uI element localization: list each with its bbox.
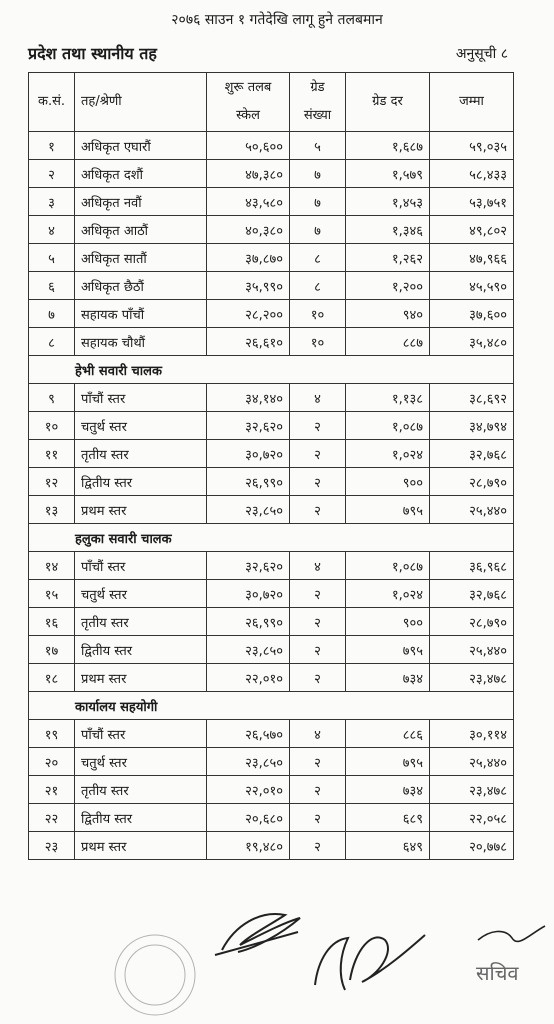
table-row [29, 608, 514, 636]
cell-post: प्रथम स्तर [75, 832, 207, 860]
salary-table [28, 72, 514, 860]
header-post: तह/श्रेणी [75, 73, 207, 132]
cell-sn: १७ [29, 636, 75, 664]
cell-total: ३७,६०० [430, 300, 514, 328]
section-heading: कार्यालय सहयोगी [29, 692, 514, 720]
cell-grade-count: १० [290, 300, 346, 328]
cell-grade-rate: ७३४ [346, 776, 430, 804]
table-row [29, 160, 514, 188]
cell-grade-rate: १,०८७ [346, 552, 430, 580]
cell-grade-rate: १,१३८ [346, 384, 430, 412]
cell-sn: २२ [29, 804, 75, 832]
cell-grade-rate: १,२६२ [346, 244, 430, 272]
cell-sn: १८ [29, 664, 75, 692]
schedule-label: अनुसूची ८ [455, 46, 508, 62]
header-grade-count [290, 73, 346, 132]
cell-total: ३८,६९२ [430, 384, 514, 412]
cell-grade-count: २ [290, 496, 346, 524]
cell-start-scale: ३०,७२० [207, 580, 290, 608]
table-row [29, 300, 514, 328]
section-heading-row [29, 356, 514, 384]
cell-start-scale: २३,८५० [207, 748, 290, 776]
table-row [29, 412, 514, 440]
cell-grade-count: २ [290, 580, 346, 608]
cell-total: ४७,९६६ [430, 244, 514, 272]
cell-start-scale: २२,०१० [207, 776, 290, 804]
cell-grade-count: ४ [290, 552, 346, 580]
cell-start-scale: ४३,५८० [207, 188, 290, 216]
cell-start-scale: २८,२०० [207, 300, 290, 328]
cell-grade-rate: १,४५३ [346, 188, 430, 216]
cell-grade-rate: १,५७९ [346, 160, 430, 188]
cell-post: प्रथम स्तर [75, 664, 207, 692]
cell-post: चतुर्थ स्तर [75, 580, 207, 608]
cell-start-scale: ३२,६२० [207, 552, 290, 580]
cell-grade-count: ७ [290, 160, 346, 188]
cell-grade-rate: १,०२४ [346, 580, 430, 608]
table-row [29, 468, 514, 496]
header-start-scale [207, 73, 290, 132]
cell-total: २८,७९० [430, 468, 514, 496]
header-grade-count-line2: संख्या [303, 108, 332, 123]
header-start-scale-line2: स्केल [236, 108, 260, 123]
table-row [29, 664, 514, 692]
cell-sn: ३ [29, 188, 75, 216]
table-row [29, 384, 514, 412]
table-row [29, 832, 514, 860]
cell-start-scale: २३,८५० [207, 496, 290, 524]
cell-start-scale: ३०,७२० [207, 440, 290, 468]
cell-total: २५,४४० [430, 636, 514, 664]
table-row [29, 440, 514, 468]
section-heading: हलुका सवारी चालक [29, 524, 514, 552]
cell-total: ३२,७६८ [430, 580, 514, 608]
cell-sn: ८ [29, 328, 75, 356]
cell-sn: २ [29, 160, 75, 188]
cell-grade-rate: ७९५ [346, 748, 430, 776]
doc-title: २०७६ साउन १ गतेदेखि लागू हुने तलबमान [171, 12, 383, 28]
cell-sn: १६ [29, 608, 75, 636]
cell-total: ३६,९६८ [430, 552, 514, 580]
cell-post: पाँचौं स्तर [75, 720, 207, 748]
cell-start-scale: ३७,८७० [207, 244, 290, 272]
cell-total: २३,४७८ [430, 664, 514, 692]
cell-total: २५,४४० [430, 748, 514, 776]
cell-total: २२,०५८ [430, 804, 514, 832]
cell-grade-rate: ८८७ [346, 328, 430, 356]
cell-grade-count: २ [290, 804, 346, 832]
header-grade-rate: ग्रेड दर [346, 73, 430, 132]
cell-grade-count: ७ [290, 188, 346, 216]
cell-sn: १९ [29, 720, 75, 748]
cell-start-scale: २६,६१० [207, 328, 290, 356]
table-header-row [29, 73, 514, 132]
table-row [29, 720, 514, 748]
cell-post: पाँचौं स्तर [75, 552, 207, 580]
cell-post: द्वितीय स्तर [75, 804, 207, 832]
cell-post: प्रथम स्तर [75, 496, 207, 524]
cell-start-scale: ५०,६०० [207, 132, 290, 160]
cell-post: अधिकृत नवौं [75, 188, 207, 216]
cell-post: अधिकृत आठौं [75, 216, 207, 244]
secretary-label: सचिव [476, 961, 519, 985]
cell-start-scale: २६,५७० [207, 720, 290, 748]
cell-total: ३४,७९४ [430, 412, 514, 440]
cell-post: सहायक चौथौं [75, 328, 207, 356]
cell-grade-rate: ९०० [346, 468, 430, 496]
cell-total: ४५,५९० [430, 272, 514, 300]
cell-grade-count: ८ [290, 272, 346, 300]
cell-grade-count: १० [290, 328, 346, 356]
cell-start-scale: २३,८५० [207, 636, 290, 664]
cell-post: तृतीय स्तर [75, 440, 207, 468]
cell-grade-rate: ६४९ [346, 832, 430, 860]
cell-grade-count: ७ [290, 216, 346, 244]
cell-post: सहायक पाँचौं [75, 300, 207, 328]
table-row [29, 804, 514, 832]
cell-grade-rate: १,६८७ [346, 132, 430, 160]
region-label: प्रदेश तथा स्थानीय तह [28, 44, 157, 63]
cell-start-scale: ४०,३८० [207, 216, 290, 244]
table-row [29, 216, 514, 244]
cell-sn: १३ [29, 496, 75, 524]
table-row [29, 636, 514, 664]
cell-sn: ५ [29, 244, 75, 272]
cell-post: चतुर्थ स्तर [75, 412, 207, 440]
cell-grade-rate: १,२०० [346, 272, 430, 300]
cell-grade-count: ४ [290, 384, 346, 412]
cell-grade-count: २ [290, 748, 346, 776]
section-heading-row [29, 524, 514, 552]
cell-grade-rate: ८८६ [346, 720, 430, 748]
cell-total: ३०,११४ [430, 720, 514, 748]
signature-3 [478, 926, 545, 941]
cell-start-scale: २०,६८० [207, 804, 290, 832]
table-row [29, 328, 514, 356]
cell-sn: १४ [29, 552, 75, 580]
signature-1 [215, 914, 300, 955]
cell-total: २५,४४० [430, 496, 514, 524]
cell-start-scale: २२,०१० [207, 664, 290, 692]
header-total: जम्मा [430, 73, 514, 132]
cell-total: ४९,८०२ [430, 216, 514, 244]
cell-sn: २० [29, 748, 75, 776]
cell-sn: २१ [29, 776, 75, 804]
cell-post: अधिकृत सातौं [75, 244, 207, 272]
table-row [29, 552, 514, 580]
table-row [29, 776, 514, 804]
cell-sn: १२ [29, 468, 75, 496]
header-start-scale-line1: शुरू तलब [224, 80, 272, 95]
cell-total: ५३,७५१ [430, 188, 514, 216]
table-body [29, 132, 514, 860]
cell-grade-count: २ [290, 636, 346, 664]
cell-start-scale: १९,४८० [207, 832, 290, 860]
cell-sn: ४ [29, 216, 75, 244]
cell-start-scale: ३४,१४० [207, 384, 290, 412]
table-row [29, 748, 514, 776]
cell-grade-rate: ७९५ [346, 496, 430, 524]
cell-grade-rate: १,३४६ [346, 216, 430, 244]
cell-total: ५९,०३५ [430, 132, 514, 160]
cell-start-scale: ४७,३८० [207, 160, 290, 188]
cell-grade-count: २ [290, 440, 346, 468]
cell-total: २०,७७८ [430, 832, 514, 860]
signature-2 [315, 935, 425, 990]
header-sn: क.सं. [29, 73, 75, 132]
cell-grade-count: २ [290, 832, 346, 860]
cell-total: ३५,४८० [430, 328, 514, 356]
table-row [29, 580, 514, 608]
cell-grade-count: २ [290, 412, 346, 440]
cell-grade-count: ४ [290, 720, 346, 748]
table-row [29, 188, 514, 216]
cell-post: अधिकृत एघारौं [75, 132, 207, 160]
cell-post: द्वितीय स्तर [75, 636, 207, 664]
cell-grade-count: ५ [290, 132, 346, 160]
cell-grade-rate: ६८९ [346, 804, 430, 832]
cell-grade-rate: ७३४ [346, 664, 430, 692]
cell-post: चतुर्थ स्तर [75, 748, 207, 776]
cell-start-scale: २६,९९० [207, 468, 290, 496]
cell-sn: १० [29, 412, 75, 440]
cell-total: ५८,४३३ [430, 160, 514, 188]
cell-post: तृतीय स्तर [75, 776, 207, 804]
cell-total: ३२,७६८ [430, 440, 514, 468]
table-row [29, 272, 514, 300]
cell-total: २३,४७८ [430, 776, 514, 804]
official-seal [115, 935, 195, 1015]
cell-grade-rate: ९०० [346, 608, 430, 636]
cell-post: पाँचौं स्तर [75, 384, 207, 412]
cell-grade-rate: १,०२४ [346, 440, 430, 468]
cell-sn: १ [29, 132, 75, 160]
section-heading: हेभी सवारी चालक [29, 356, 514, 384]
cell-grade-rate: ७९५ [346, 636, 430, 664]
cell-post: अधिकृत छैठौं [75, 272, 207, 300]
cell-start-scale: ३५,९९० [207, 272, 290, 300]
cell-sn: ७ [29, 300, 75, 328]
cell-sn: ९ [29, 384, 75, 412]
signatures [0, 880, 554, 1024]
cell-post: द्वितीय स्तर [75, 468, 207, 496]
cell-grade-count: २ [290, 776, 346, 804]
cell-grade-count: २ [290, 468, 346, 496]
table-row [29, 496, 514, 524]
cell-sn: ६ [29, 272, 75, 300]
cell-grade-count: ८ [290, 244, 346, 272]
cell-post: अधिकृत दशौं [75, 160, 207, 188]
cell-start-scale: ३२,६२० [207, 412, 290, 440]
cell-post: तृतीय स्तर [75, 608, 207, 636]
table-row [29, 132, 514, 160]
cell-sn: ११ [29, 440, 75, 468]
cell-grade-rate: १,०८७ [346, 412, 430, 440]
cell-grade-rate: ९४० [346, 300, 430, 328]
cell-start-scale: २६,९९० [207, 608, 290, 636]
cell-sn: १५ [29, 580, 75, 608]
section-heading-row [29, 692, 514, 720]
cell-sn: २३ [29, 832, 75, 860]
cell-grade-count: २ [290, 608, 346, 636]
table-row [29, 244, 514, 272]
cell-grade-count: २ [290, 664, 346, 692]
cell-total: २८,७९० [430, 608, 514, 636]
header-grade-count-line1: ग्रेड [310, 80, 325, 95]
